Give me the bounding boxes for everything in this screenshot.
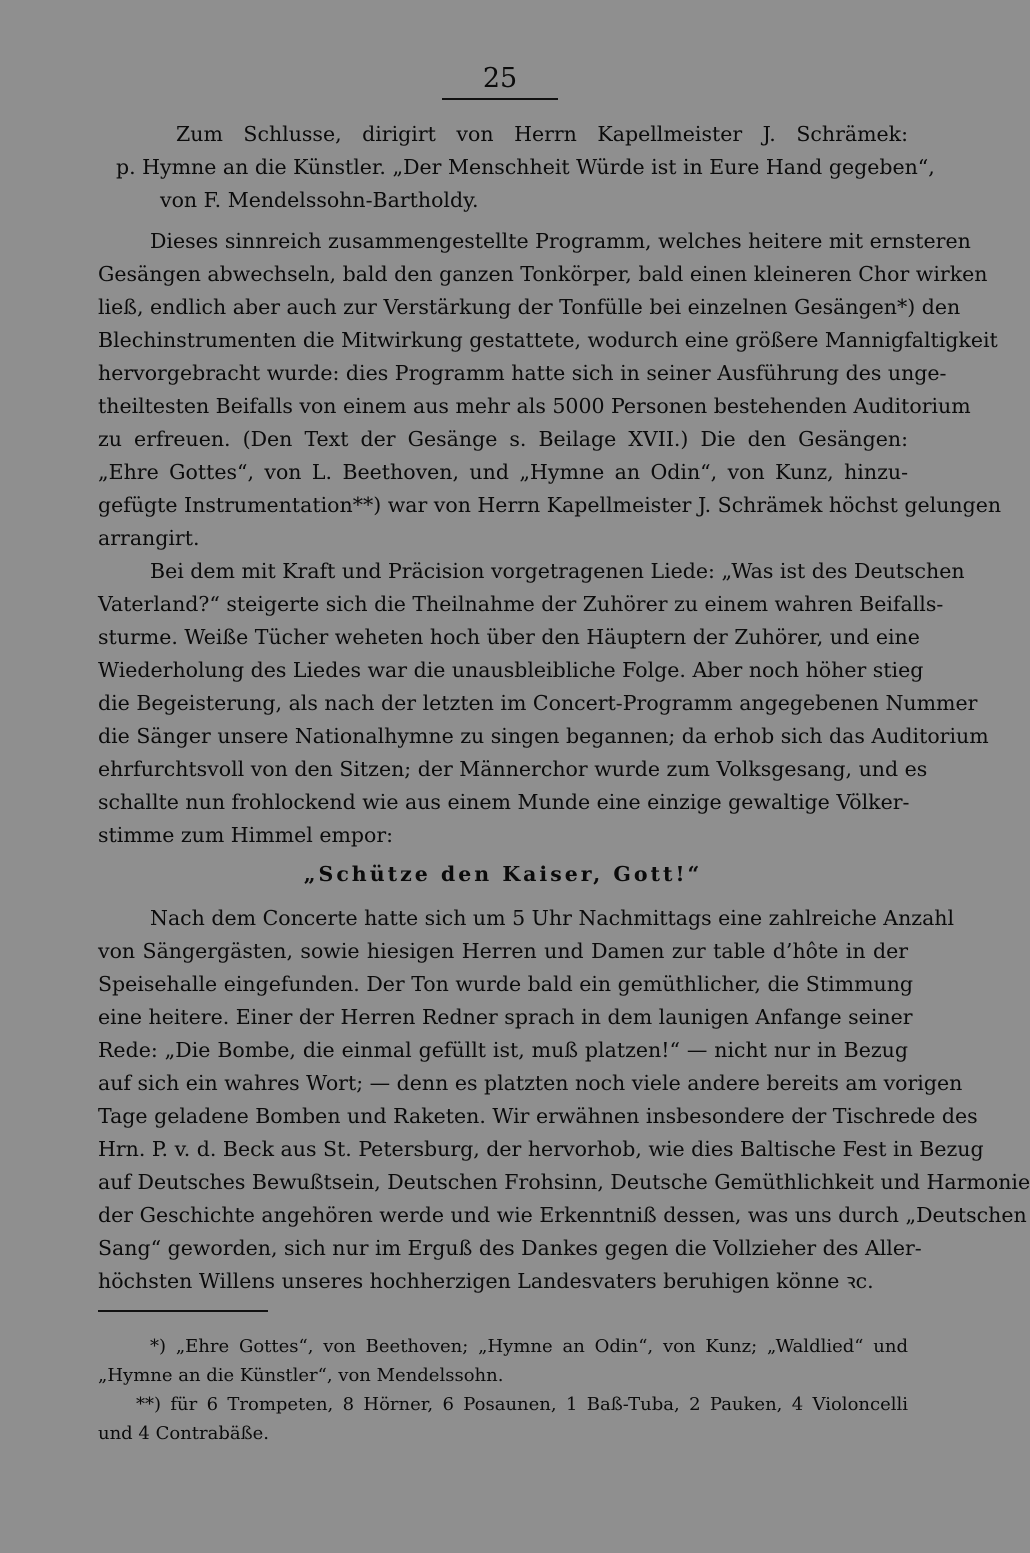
text-line: die Sänger unsere Nationalhymne zu singen begannen; da erhob sich das Auditorium [98,724,989,748]
footnote-divider [98,1310,268,1312]
text-line: Rede: „Die Bombe, die einmal gefüllt ist, muß platzen!“ — nicht nur in Bezug [98,1038,908,1062]
text-line: auf sich ein wahres Wort; — denn es platzten noch viele andere bereits am vorigen [98,1071,963,1095]
text-line: Speisehalle eingefunden. Der Ton wurde bald ein gemüthlicher, die Stimmung [98,972,914,996]
text-line: p. Hymne an die Künstler. „Der Menschheit Würde ist in Eure Hand gegeben“, [116,155,935,179]
text-line: zu erfreuen. (Den Text der Gesänge s. Beilage XVII.) Die den Gesängen: [98,427,908,451]
text-line: stimme zum Himmel empor: [98,823,394,847]
text-line: Dieses sinnreich zusammengestellte Programm, welches heitere mit ernsteren [150,229,971,253]
text-line: theiltesten Beifalls von einem aus mehr als 5000 Personen bestehenden Auditorium [98,394,971,418]
footnote-1 [98,1332,908,1390]
text-line: von F. Mendelssohn-Bartholdy. [160,188,479,212]
text-line: Blechinstrumenten die Mitwirkung gestattete, wodurch eine größere Mannigfaltigkeit [98,328,998,352]
text-line: die Begeisterung, als nach der letzten im Concert-Programm angegebenen Nummer [98,691,978,715]
text-line: arrangirt. [98,526,200,550]
page-number: 25 [442,62,558,100]
text-line: höchsten Willens unseres hochherzigen Landesvaters beruhigen könne ꝛc. [98,1269,874,1293]
text-line: der Geschichte angehören werde und wie Erkenntniß dessen, was uns durch „Deutschen [98,1203,1027,1227]
text-line: von Sängergästen, sowie hiesigen Herren und Damen zur table d’hôte in der [98,939,908,963]
text-line: Bei dem mit Kraft und Präcision vorgetragenen Liede: „Was ist des Deutschen [150,559,965,583]
text-line: Vaterland?“ steigerte sich die Theilnahme der Zuhörer zu einem wahren Beifalls- [98,592,944,616]
text-line: auf Deutsches Bewußtsein, Deutschen Frohsinn, Deutsche Gemüthlichkeit und Harmonie [98,1170,1030,1194]
text-line: Nach dem Concerte hatte sich um 5 Uhr Nachmittags eine zahlreiche Anzahl [150,906,955,930]
text-line: gefügte Instrumentation**) war von Herrn Kapellmeister J. Schrämek höchst gelungen [98,493,1002,517]
text-line: schallte nun frohlockend wie aus einem Munde eine einzige gewaltige Völker- [98,790,910,814]
text-line: Wiederholung des Liedes war die unausbleibliche Folge. Aber noch höher stieg [98,658,924,682]
anthem-line: „Schütze den Kaiser, Gott!“ [303,862,703,886]
footnote-line: und 4 Contrabäße. [98,1423,270,1444]
paragraph-program [98,225,1002,555]
text-line: Sang“ geworden, sich nur im Erguß des Dankes gegen die Vollzieher des Aller- [98,1236,922,1260]
text-line: hervorgebracht wurde: dies Programm hatte sich in seiner Ausführung des unge- [98,361,947,385]
footnote-line: „Hymne an die Künstler“, von Mendelssohn. [98,1365,504,1386]
footnote-2 [98,1390,908,1448]
text-line: „Ehre Gottes“, von L. Beethoven, und „Hymne an Odin“, von Kunz, hinzu- [98,460,908,484]
paragraph-dinner [98,902,1030,1298]
closing-item [98,118,935,217]
text-line: Hrn. P. v. d. Beck aus St. Petersburg, der hervorhob, wie dies Baltische Fest in Bezug [98,1137,984,1161]
footnote-line: *) „Ehre Gottes“, von Beethoven; „Hymne an Odin“, von Kunz; „Waldlied“ und [150,1336,908,1357]
text-line: ließ, endlich aber auch zur Verstärkung der Tonfülle bei einzelnen Gesängen*) den [98,295,961,319]
anthem-heading [98,858,908,891]
paragraph-song [98,555,989,852]
text-line: sturme. Weiße Tücher weheten hoch über den Häuptern der Zuhörer, und eine [98,625,920,649]
text-line: ehrfurchtsvoll von den Sitzen; der Männerchor wurde zum Volksgesang, und es [98,757,928,781]
text-line: Zum Schlusse, dirigirt von Herrn Kapellmeister J. Schrämek: [176,122,908,146]
footnote-line: **) für 6 Trompeten, 8 Hörner, 6 Posaunen, 1 Baß-Tuba, 2 Pauken, 4 Violoncelli [136,1394,908,1415]
text-line: Gesängen abwechseln, bald den ganzen Tonkörper, bald einen kleineren Chor wirken [98,262,988,286]
text-line: eine heitere. Einer der Herren Redner sprach in dem launigen Anfange seiner [98,1005,913,1029]
text-line: Tage geladene Bomben und Raketen. Wir erwähnen insbesondere der Tischrede des [98,1104,978,1128]
